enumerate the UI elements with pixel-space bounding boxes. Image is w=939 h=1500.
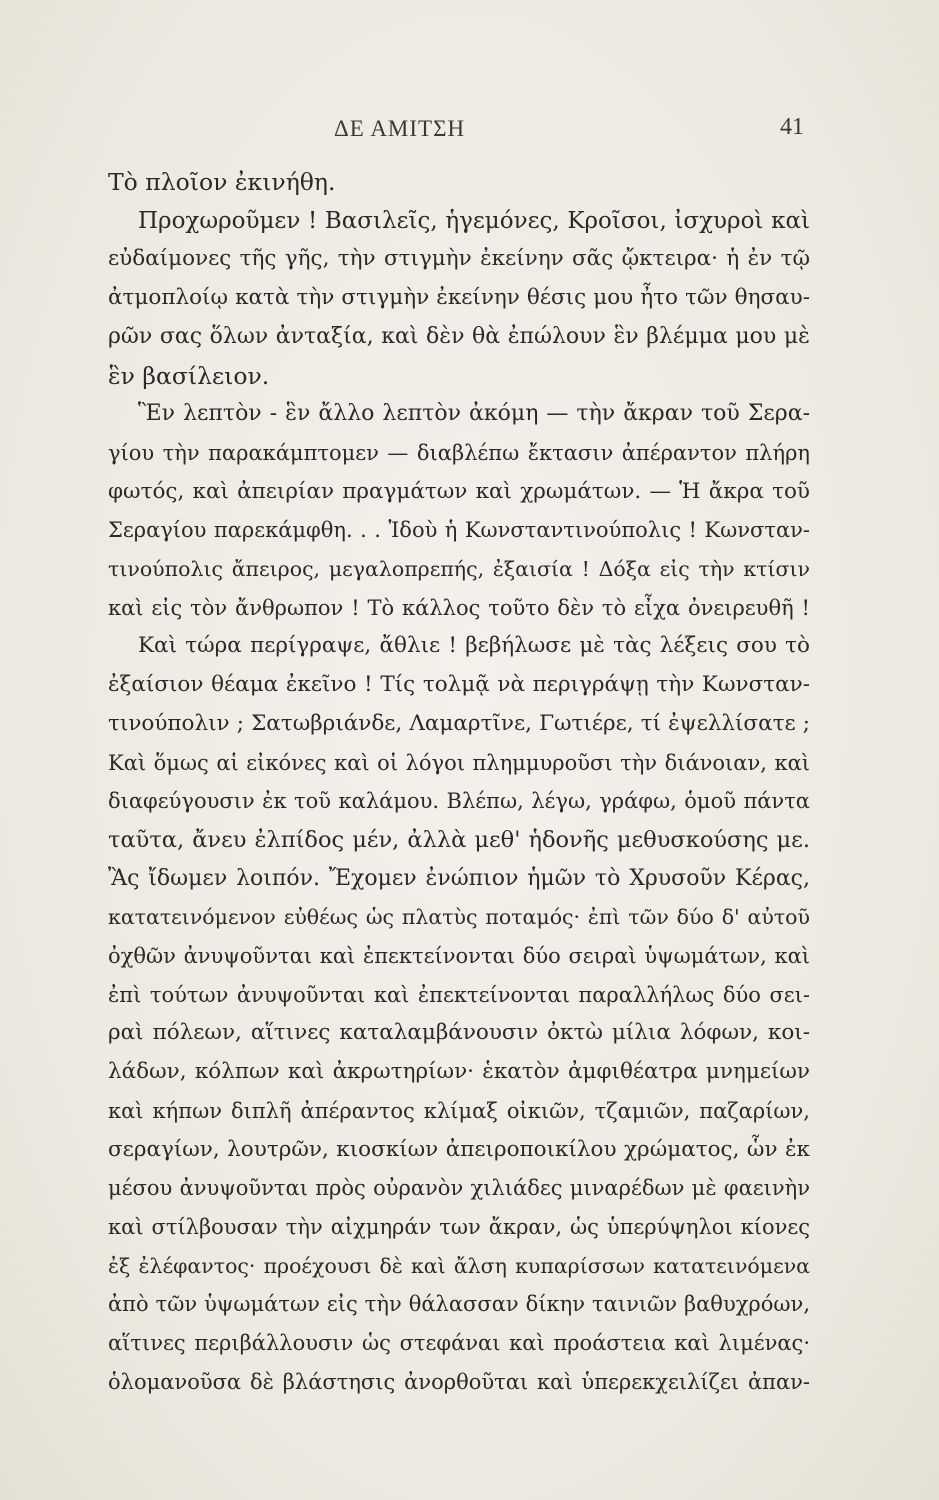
text-line: καὶ στίλβουσαν τὴν αἰχμηράν των ἄκραν, ὡς ὑπερύψηλοι κίονες (108, 1214, 810, 1239)
text-line: μέσου ἀνυψοῦνται πρὸς οὐρανὸν χιλιάδες μιναρέδων μὲ φαεινὴν (108, 1176, 810, 1201)
text-line: ταῦτα, ἄνευ ἐλπίδος μέν, ἀλλὰ μεθ' ἡδονῆς μεθυσκούσης με. (108, 826, 810, 853)
text-line: σεραγίων, λουτρῶν, κιοσκίων ἀπειροποικίλου χρώματος, ὧν ἐκ (108, 1136, 810, 1162)
text-line: καὶ κήπων διπλῆ ἀπέραντος κλίμαξ οἰκιῶν, τζαμιῶν, παζαρίων, (108, 1098, 810, 1123)
text-line: ρῶν σας ὅλων ἀνταξία, καὶ δὲν θὰ ἐπώλουν ἓν βλέμμα μου μὲ (108, 323, 810, 349)
text-line: ἀπὸ τῶν ὑψωμάτων εἰς τὴν θάλασσαν δίκην ταινιῶν βαθυχρόων, (108, 1292, 810, 1317)
text-line: ἐξ ἐλέφαντος· προέχουσι δὲ καὶ ἄλση κυπαρίσσων κατατεινόμενα (108, 1253, 810, 1278)
text-line: καὶ εἰς τὸν ἄνθρωπον ! Τὸ κάλλος τοῦτο δὲν τὸ εἶχα ὀνειρευθῆ ! (108, 595, 810, 620)
text-line: τινούπολις ἄπειρος, μεγαλοπρεπής, ἐξαισία ! Δόξα εἰς τὴν κτίσιν (108, 557, 810, 581)
text-line: διαφεύγουσιν ἐκ τοῦ καλάμου. Βλέπω, λέγω, γράφω, ὁμοῦ πάντα (108, 789, 810, 814)
running-title: ΔΕ ΑΜΙΤΣΗ (334, 116, 466, 141)
text-line: Προχωροῦμεν ! Βασιλεῖς, ἡγεμόνες, Κροῖσοι, ἰσχυροὶ καὶ (138, 207, 810, 234)
text-line: Ἓν λεπτὸν - ἓν ἄλλο λεπτὸν ἀκόμη — τὴν ἄκραν τοῦ Σερα- (138, 401, 810, 427)
text-line: ραὶ πόλεων, αἵτινες καταλαμβάνουσιν ὀκτὼ μίλια λόφων, κοι- (108, 1020, 810, 1046)
text-line: τινούπολιν ; Σατωβριάνδε, Λαμαρτῖνε, Γωτιέρε, τί ἐψελλίσατε ; (108, 710, 810, 736)
text-line: αἵτινες περιβάλλουσιν ὡς στεφάναι καὶ προάστεια καὶ λιμένας· (108, 1331, 810, 1355)
text-line: Καὶ ὅμως αἱ εἰκόνες καὶ οἱ λόγοι πλημμυροῦσι τὴν διάνοιαν, καὶ (108, 750, 810, 775)
text-line: ὀχθῶν ἀνυψοῦνται καὶ ἐπεκτείνονται δύο σειραὶ ὑψωμάτων, καὶ (108, 944, 810, 968)
text-line: Τὸ πλοῖον ἐκινήθη. (108, 168, 336, 196)
text-line: Σεραγίου παρεκάμφθη. . . Ἰδοὺ ἡ Κωνσταντινούπολις ! Κωνσταν- (108, 518, 810, 543)
page-number: 41 (780, 114, 804, 140)
text-line: ἓν βασίλειον. (108, 361, 270, 390)
text-line: ὁλομανοῦσα δὲ βλάστησις ἀνορθοῦται καὶ ὑπερεκχειλίζει ἀπαν- (108, 1369, 810, 1394)
text-line: λάδων, κόλπων καὶ ἀκρωτηρίων· ἑκατὸν ἀμφιθέατρα μνημείων (108, 1059, 810, 1085)
text-line: Καὶ τώρα περίγραψε, ἄθλιε ! βεβήλωσε μὲ τὰς λέξεις σου τὸ (138, 633, 810, 659)
text-line: ἐξαίσιον θέαμα ἐκεῖνο ! Τίς τολμᾷ νὰ περιγράψῃ τὴν Κωνσταν- (108, 672, 810, 698)
running-head (0, 104, 939, 144)
text-line: κατατεινόμενον εὐθέως ὡς πλατὺς ποταμός· ἐπὶ τῶν δύο δ' αὐτοῦ (108, 905, 810, 930)
text-line: φωτός, καὶ ἀπειρίαν πραγμάτων καὶ χρωμάτων. — Ἡ ἄκρα τοῦ (108, 478, 810, 504)
text-line: γίου τὴν παρακάμπτομεν — διαβλέπω ἔκτασιν ἀπέραντον πλήρη (108, 440, 810, 465)
text-line: ἀτμοπλοίῳ κατὰ τὴν στιγμὴν ἐκείνην θέσις μου ἦτο τῶν θησαυ- (108, 285, 810, 311)
text-line: εὐδαίμονες τῆς γῆς, τὴν στιγμὴν ἐκείνην σᾶς ᾤκτειρα· ἡ ἐν τῷ (108, 246, 810, 272)
text-line: ἐπὶ τούτων ἀνυψοῦνται καὶ ἐπεκτείνονται παραλλήλως δύο σει- (108, 982, 810, 1007)
text-line: Ἂς ἴδωμεν λοιπόν. Ἔχομεν ἐνώπιον ἡμῶν τὸ Χρυσοῦν Κέρας, (108, 865, 810, 891)
